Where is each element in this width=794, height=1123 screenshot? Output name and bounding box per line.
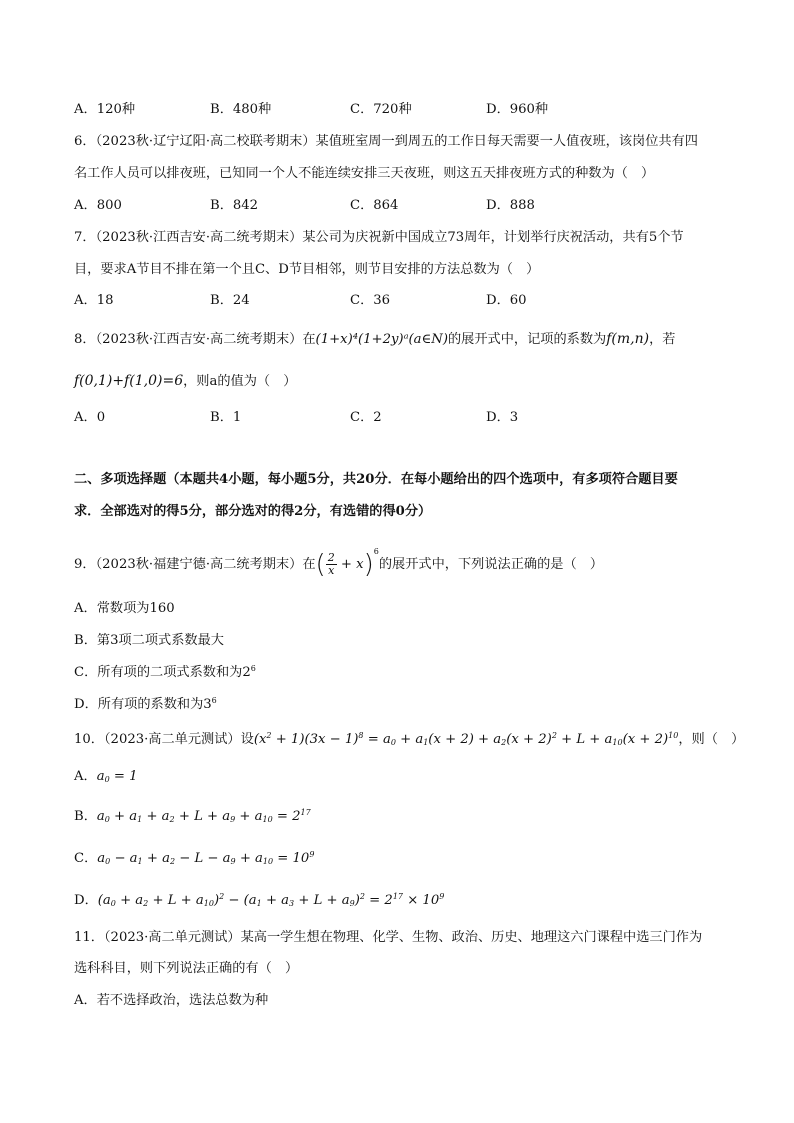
q10-option-a[interactable]: A．$a_0 = 1$ — [74, 769, 138, 784]
q8-prefix: 8．（2023秋·江西吉安·高二统考期末）在 — [74, 332, 316, 347]
q11-option-a[interactable]: A．若不选择政治，选法总数为种 — [74, 993, 269, 1008]
q8-suffix: ，若 — [649, 332, 676, 347]
q6-stem-line2: 名工作人员可以排夜班，已知同一个人不能连续安排三天夜班，则这五天排夜班方式的种数为（ ） — [74, 166, 655, 181]
q7-stem-line1: 7．（2023秋·江西吉安·高二统考期末）某公司为庆祝新中国成立73周年，计划举行庆祝活动，共有5个节 — [74, 230, 684, 245]
q8-option-d[interactable]: D．3 — [486, 410, 519, 425]
q8-option-c[interactable]: C．2 — [350, 410, 382, 425]
q8-mid: 的展开式中，记项的系数为 — [447, 332, 607, 347]
q8-stem-line2 — [74, 372, 296, 391]
section2-heading-line1: 二、多项选择题（本题共4小题，每小题5分，共20分．在每小题给出的四个选项中，有多项符合题目要 — [74, 472, 678, 487]
q6-option-c[interactable]: C．864 — [350, 198, 399, 213]
q9-option-b[interactable]: B．第3项二项式系数最大 — [74, 633, 224, 648]
q6-options — [74, 197, 714, 215]
q7-stem-line2: 目，要求A节目不排在第一个且C、D节目相邻，则节目安排的方法总数为（ ） — [74, 262, 540, 277]
q8-condition: f(0,1)+f(1,0)=6 — [74, 373, 184, 389]
q6-option-d[interactable]: D．888 — [486, 198, 535, 213]
q9-option-a[interactable]: A．常数项为160 — [74, 601, 175, 616]
q8-options — [74, 409, 714, 427]
q8-expression: (1+x)⁴(1+2y)ᵃ(a∈N) — [315, 332, 448, 347]
section2-heading-line2: 求．全部选对的得5分，部分选对的得2分，有选错的得0分） — [74, 504, 432, 519]
q10-suffix: ，则（ ） — [678, 732, 745, 747]
q7-option-c[interactable]: C．36 — [350, 293, 391, 308]
q7-options — [74, 292, 714, 310]
q9-fraction: $\frac{2}{x}$ — [327, 551, 335, 577]
q11-stem-line2: 选科科目，则下列说法正确的有（ ） — [74, 961, 299, 976]
q9-option-d[interactable]: D．所有项的系数和为$3^6$ — [74, 696, 217, 712]
q5-options — [74, 101, 714, 119]
q8-option-a[interactable]: A．0 — [74, 410, 106, 425]
q8-function: f(m,n) — [606, 331, 650, 347]
q5-option-c[interactable]: C．720种 — [350, 102, 412, 117]
q7-option-d[interactable]: D．60 — [486, 293, 527, 308]
q6-stem-line1: 6．（2023秋·辽宁辽阳·高二校联考期末）某值班室周一到周五的工作日每天需要一人值夜班，该岗位共有四 — [74, 134, 698, 149]
q8-option-b[interactable]: B．1 — [210, 410, 242, 425]
q9-option-c[interactable]: C．所有项的二项式系数和为$2^6$ — [74, 664, 256, 680]
q7-option-b[interactable]: B．24 — [210, 293, 250, 308]
q10-option-d[interactable]: D．$(a_0 + a_2 + L + a_{10})^2 - (a_1 + a_3 + L + a_9)^2 = 2^{17} \times 10^9$ — [74, 892, 445, 908]
q9-suffix: 的展开式中，下列说法正确的是（ ） — [378, 557, 604, 572]
q5-option-b[interactable]: B．480种 — [210, 102, 272, 117]
q8-question: ，则a的值为（ ） — [183, 374, 297, 389]
q10-equation: $(x^2 + 1)(3x - 1)^8 = a_0 + a_1(x + 2) + a_2(x + 2)^2 + L + a_{10}(x + 2)^{10}$ — [253, 731, 679, 747]
q10-prefix: 10．（2023·高二单元测试）设 — [74, 732, 254, 747]
q6-option-b[interactable]: B．842 — [210, 198, 259, 213]
q10-option-c[interactable]: C．$a_0 - a_1 + a_2 - L - a_9 + a_{10} = 10^9$ — [74, 850, 315, 866]
q6-option-a[interactable]: A．800 — [74, 198, 122, 213]
q10-option-b[interactable]: B．$a_0 + a_1 + a_2 + L + a_9 + a_{10} = 2^{17}$ — [74, 808, 311, 824]
q8-stem-line1 — [74, 330, 675, 349]
q9-stem: 9．（2023秋·福建宁德·高二统考期末）在( $\frac{2}{x}$ + x)$^6$的展开式中，下列说法正确的是（ ） — [74, 547, 604, 580]
q7-option-a[interactable]: A．18 — [74, 293, 114, 308]
q9-prefix: 9．（2023秋·福建宁德·高二统考期末）在 — [74, 557, 316, 572]
q5-option-d[interactable]: D．960种 — [486, 102, 549, 117]
q5-option-a[interactable]: A．120种 — [74, 102, 136, 117]
q10-stem — [74, 731, 744, 749]
q11-stem-line1: 11．（2023·高二单元测试）某高一学生想在物理、化学、生物、政治、历史、地理这六门课程中选三门作为 — [74, 930, 703, 945]
